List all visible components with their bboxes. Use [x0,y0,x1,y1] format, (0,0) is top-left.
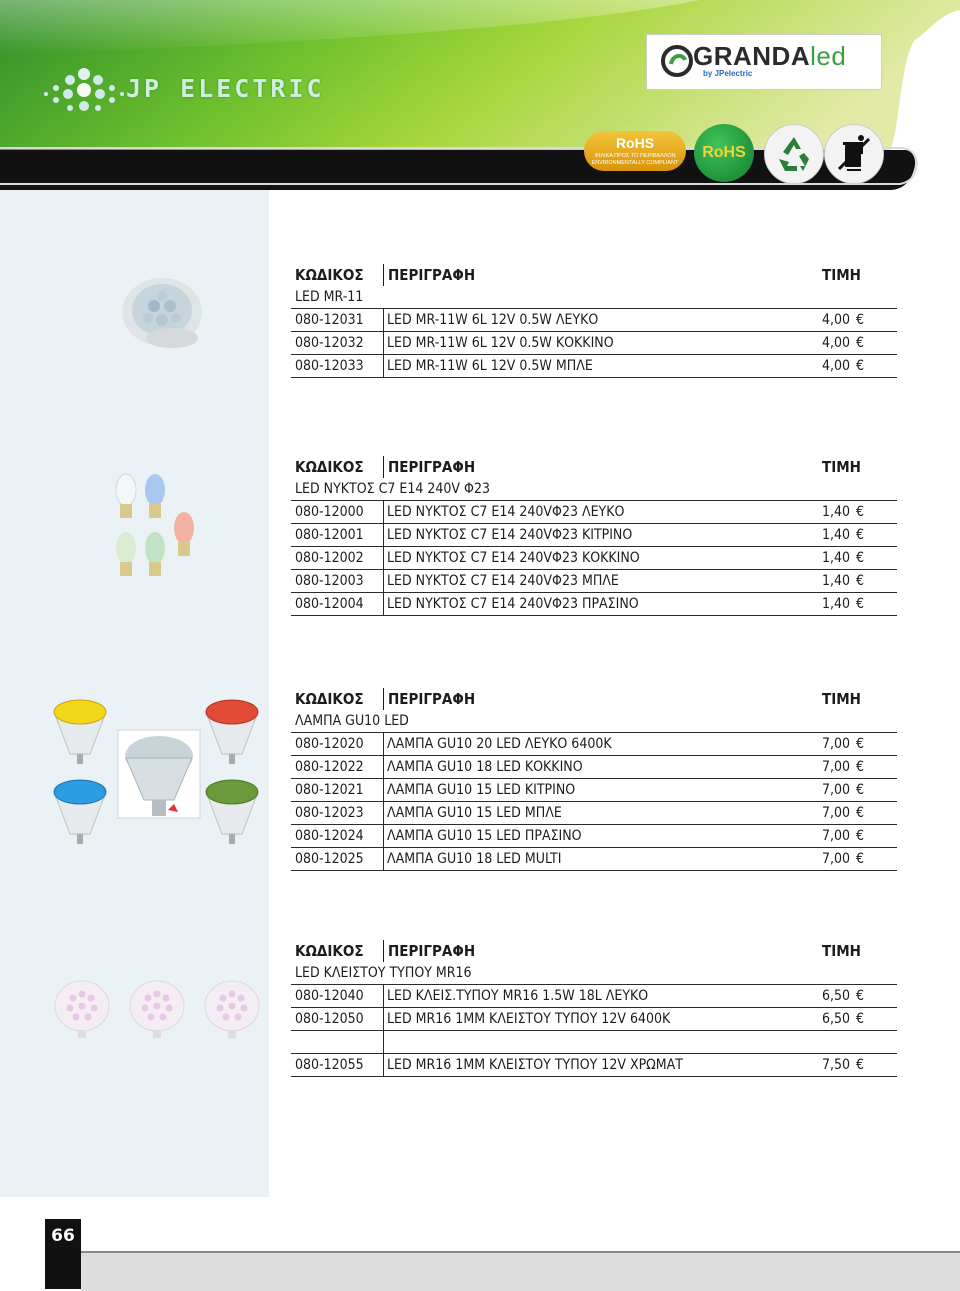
price-table-mr16-closed [291,940,897,1077]
recycle-icon [764,124,824,184]
table-row: 080-12001 LED ΝΥΚΤΟΣ C7 E14 240VΦ23 ΚΙΤΡΙΝΟ 1,40 € [291,524,897,547]
mr16-closed-2-image [130,981,184,1038]
page-header [0,0,960,190]
night-bulb-green-light-image [116,532,136,576]
table-row: 080-12025 ΛΑΜΠΑ GU10 18 LED MULTI 7,00 € [291,848,897,871]
table-row: 080-12021 ΛΑΜΠΑ GU10 15 LED ΚΙΤΡΙΝΟ 7,00 € [291,779,897,802]
table-row: 080-12000 LED ΝΥΚΤΟΣ C7 E14 240VΦ23 ΛΕΥΚΟ 1,40 € [291,501,897,524]
price-table-mr11 [291,264,897,378]
table-header: ΚΩΔΙΚΟΣ ΠΕΡΙΓΡΑΦΗ ΤΙΜΗ [295,690,861,708]
table-header: ΚΩΔΙΚΟΣ ΠΕΡΙΓΡΑΦΗ ΤΙΜΗ [295,266,861,284]
partner-logo [646,34,882,90]
gu10-blue-image [54,780,106,844]
granda-logo-icon [661,44,693,78]
mr16-closed-3-image [205,981,259,1038]
table-row: 080-12040 LED ΚΛΕΙΣ.ΤΥΠΟΥ MR16 1.5W 18L ΛΕΥΚΟ 6,50 € [291,985,897,1008]
table-row: 080-12003 LED ΝΥΚΤΟΣ C7 E14 240VΦ23 ΜΠΛΕ 1,40 € [291,570,897,593]
page-number: 66 [51,1226,75,1246]
table-row: 080-12055 LED MR16 1MM ΚΛΕΙΣΤΟΥ ΤΥΠΟΥ 12V ΧΡΩΜΑΤ 7,50 € [291,1054,897,1077]
gu10-yellow-image [54,700,106,764]
gu10-white-boxed-image [118,730,200,818]
partner-name: GRANDAled [693,41,847,71]
night-bulb-green-image [145,532,165,576]
brand-name: JP ELECTRIC [126,74,325,103]
mr16-closed-1-image [55,981,109,1038]
table-row: 080-12002 LED ΝΥΚΤΟΣ C7 E14 240VΦ23 ΚΟΚΚΙΝΟ 1,40 € [291,547,897,570]
night-bulb-blue-image [145,474,165,518]
price-table-night-c7 [291,456,897,616]
table-header: ΚΩΔΙΚΟΣ ΠΕΡΙΓΡΑΦΗ ΤΙΜΗ [295,942,861,960]
table-row: 080-12020 ΛΑΜΠΑ GU10 20 LED ΛΕΥΚΟ 6400K 7,00 € [291,733,897,756]
category-row: LED ΝΥΚΤΟΣ C7 E14 240V Φ23 [291,478,897,501]
rohs-round-badge: RoHS [694,124,754,182]
table-row: 080-12022 ΛΑΜΠΑ GU10 18 LED ΚΟΚΚΙΝΟ 7,00 € [291,756,897,779]
partner-byline: by JPelectric [703,69,753,78]
category-row: LED MR-11 [291,286,897,309]
price-table-gu10 [291,688,897,871]
table-row: 080-12032 LED MR-11W 6L 12V 0.5W ΚΟΚΚΙΝΟ 4,00 € [291,332,897,355]
waste-bin-icon [824,124,884,184]
table-row: 080-12023 ΛΑΜΠΑ GU10 15 LED ΜΠΛΕ 7,00 € [291,802,897,825]
table-row: 080-12033 LED MR-11W 6L 12V 0.5W ΜΠΛΕ 4,00 € [291,355,897,378]
category-row: LED ΚΛΕΙΣΤΟΥ ΤΥΠΟΥ MR16 [291,962,897,985]
night-bulb-white-image [116,474,136,518]
gu10-green-image [206,780,258,844]
table-row: 080-12024 ΛΑΜΠΑ GU10 15 LED ΠΡΑΣΙΝΟ 7,00 € [291,825,897,848]
table-row-empty [291,1031,897,1054]
category-row: ΛΑΜΠΑ GU10 LED [291,710,897,733]
table-row: 080-12050 LED MR16 1MM ΚΛΕΙΣΤΟΥ ΤΥΠΟΥ 12V 6400K 6,50 € [291,1008,897,1031]
table-row: 080-12004 LED ΝΥΚΤΟΣ C7 E14 240VΦ23 ΠΡΑΣΙΝΟ 1,40 € [291,593,897,616]
table-header: ΚΩΔΙΚΟΣ ΠΕΡΙΓΡΑΦΗ ΤΙΜΗ [295,458,861,476]
footer-bar [81,1251,960,1291]
rohs-badge: RoHS ΦΙΛΙΚΑ ΠΡΟΣ ΤΟ ΠΕΡΙΒΑΛΛΟΝ ENVIRONMENTALLY COMPLIANT [584,131,686,171]
gu10-red-image [206,700,258,764]
night-bulb-red-image [174,512,194,556]
table-row: 080-12031 LED MR-11W 6L 12V 0.5W ΛΕΥΚΟ 4,00 € [291,309,897,332]
mr11-lamp-image [122,278,202,348]
product-images [0,190,269,1197]
